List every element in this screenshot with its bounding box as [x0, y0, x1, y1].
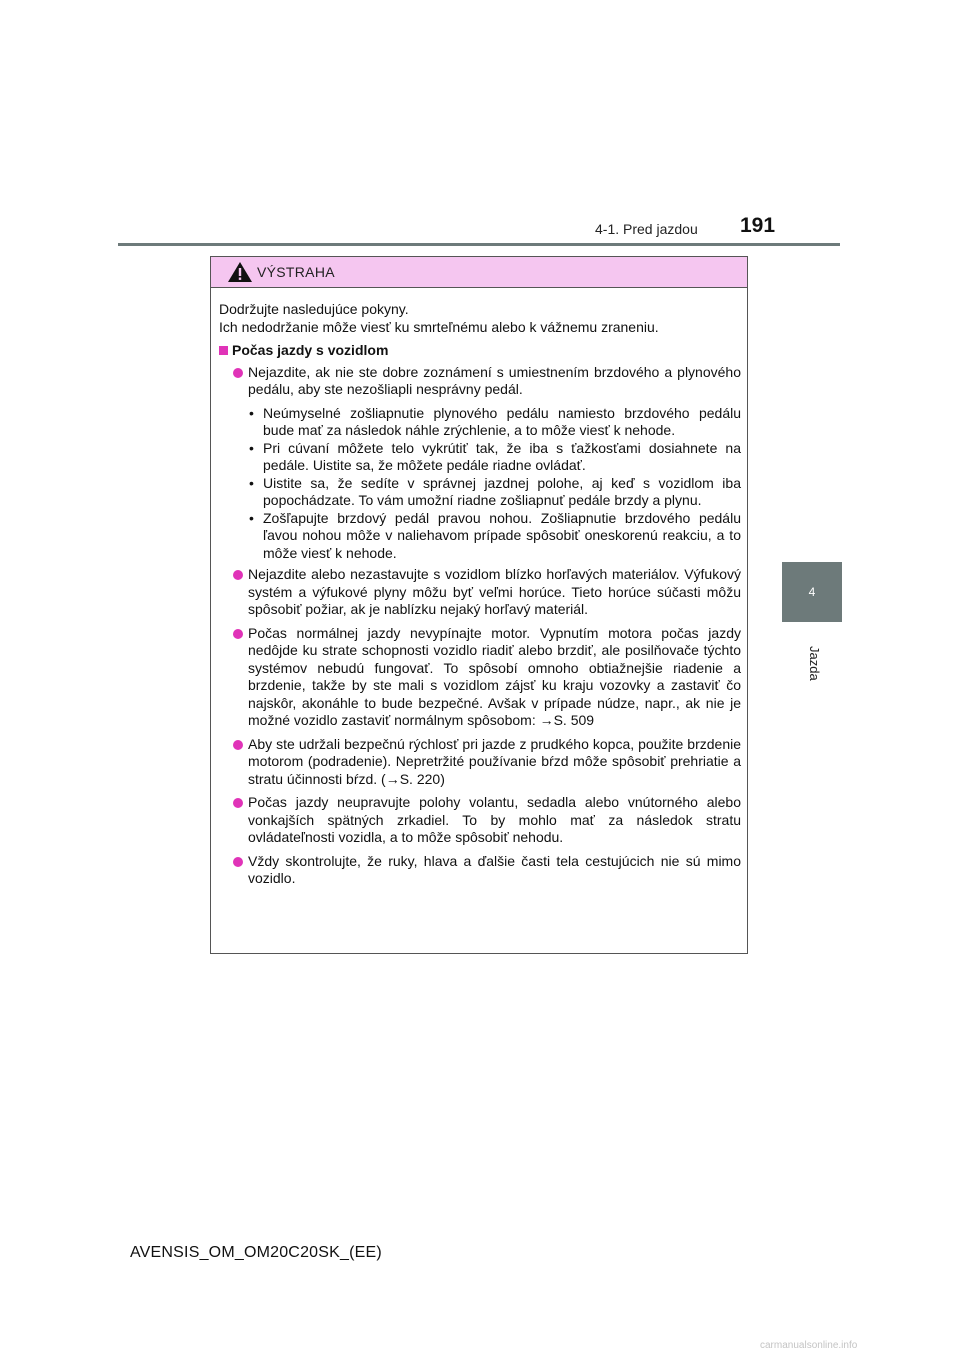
list-item — [233, 853, 741, 888]
sub-list — [249, 405, 741, 563]
section-heading — [219, 342, 741, 360]
sub-list-item — [249, 510, 741, 563]
circle-bullet-icon — [233, 857, 243, 867]
circle-bullet-icon — [233, 629, 243, 639]
sub-list-item — [249, 475, 741, 510]
list-item — [233, 625, 741, 730]
dot-marker: • — [249, 439, 254, 456]
dot-marker: • — [249, 404, 254, 421]
dot-marker: • — [249, 474, 254, 491]
sub-list-item-text: Zošľapujte brzdový pedál pravou nohou. Zošliapnutie brzdového pedálu ľavou nohou môže v naliehavom prípade spôsobiť oneskorenú reakciu, a to môže viesť k nehode. — [263, 509, 741, 561]
list-item-text: Počas normálnej jazdy nevypínajte motor. Vypnutím motora počas jazdy nedôjde ku strate schopnosti vozidlo riadiť alebo brzdiť, ale posilňovače týchto systémov nebudú fungovať. To spôsobí omnoho obtiažnejšie riadenie a brzdenie, takže by ste mali s vozidlom zájsť ku kraju vozovky a zastaviť čo najskôr, akonáhle to bude bezpečné. Avšak v prípade núdze, napr., ak nie je možné vozidlo zastaviť normálnym spôsobom: →S. 509 — [248, 624, 741, 728]
list-item — [233, 794, 741, 847]
sub-list-item-text: Neúmyselné zošliapnutie plynového pedálu namiesto brzdového pedálu bude mať za následok náhle zrýchlenie, a to môže viesť k nehode. — [263, 404, 741, 438]
square-bullet-icon — [219, 346, 228, 355]
circle-bullet-icon — [233, 368, 243, 378]
intro-line: Dodržujte nasledujúce pokyny. — [219, 301, 409, 317]
list-item-text: Nejazdite alebo nezastavujte s vozidlom blízko horľavých materiálov. Výfukový systém a výfukové plyny môžu byť veľmi horúce. Tieto horúce súčasti môžu spôsobiť požiar, ak je nablízku nejaký horľavý materiál. — [248, 566, 741, 617]
intro-line: Ich nedodržanie môže viesť ku smrteľnému alebo k vážnemu zraneniu. — [219, 318, 659, 335]
header-divider — [118, 243, 840, 246]
warning-triangle-icon — [227, 261, 253, 283]
list-item-text: Aby ste udržali bezpečnú rýchlosť pri jazde z prudkého kopca, použite brzdenie motorom (podradenie). Nepretržité používanie bŕzd môže spôsobiť prehriatie a stratu účinnosti bŕzd. (→S. 220) — [248, 735, 741, 787]
warning-title: VÝSTRAHA — [257, 264, 335, 280]
list-item — [233, 566, 741, 619]
circle-bullet-icon — [233, 740, 243, 750]
list-item — [233, 364, 741, 399]
sub-list-item — [249, 440, 741, 475]
list-item-text: Počas jazdy neupravujte polohy volantu, sedadla alebo vnútorného alebo vonkajších spätných zrkadiel. To by mohlo mať za následok stratu ovládateľnosti vozidla, a to môže spôsobiť nehodu. — [248, 794, 741, 845]
warning-body — [211, 288, 747, 888]
warning-intro — [219, 301, 741, 336]
chapter-label: Jazda — [807, 646, 822, 681]
list-item-text: Vždy skontrolujte, že ruky, hlava a ďalšie časti tela cestujúcich nie sú mimo vozidlo. — [248, 852, 741, 886]
chapter-tab: 4 — [782, 562, 842, 622]
list-item-text: Nejazdite, ak nie ste dobre zoznámení s umiestnením brzdového a plynového pedálu, aby ste nezošliapli nesprávny pedál. — [248, 363, 741, 397]
section-heading-text: Počas jazdy s vozidlom — [232, 342, 389, 358]
warning-header — [211, 257, 747, 288]
section-title: 4-1. Pred jazdou — [595, 221, 698, 237]
document-code: AVENSIS_OM_OM20C20SK_(EE) — [130, 1244, 382, 1261]
watermark: carmanualsonline.info — [760, 1340, 858, 1351]
list-item — [233, 736, 741, 789]
circle-bullet-icon — [233, 570, 243, 580]
circle-bullet-icon — [233, 798, 243, 808]
sub-list-item — [249, 405, 741, 440]
page-number: 191 — [740, 214, 776, 237]
sub-list-item-text: Uistite sa, že sedíte v správnej jazdnej polohe, aj keď s vozidlom iba popochádzate. To vám umožní riadne zošliapnuť pedále brzdy a plynu. — [263, 474, 741, 508]
dot-marker: • — [249, 509, 254, 526]
warning-box — [210, 256, 748, 954]
sub-list-item-text: Pri cúvaní môžete telo vykrútiť tak, že iba s ťažkosťami dosiahnete na pedále. Uistite sa, že môžete pedále riadne ovládať. — [263, 439, 741, 473]
